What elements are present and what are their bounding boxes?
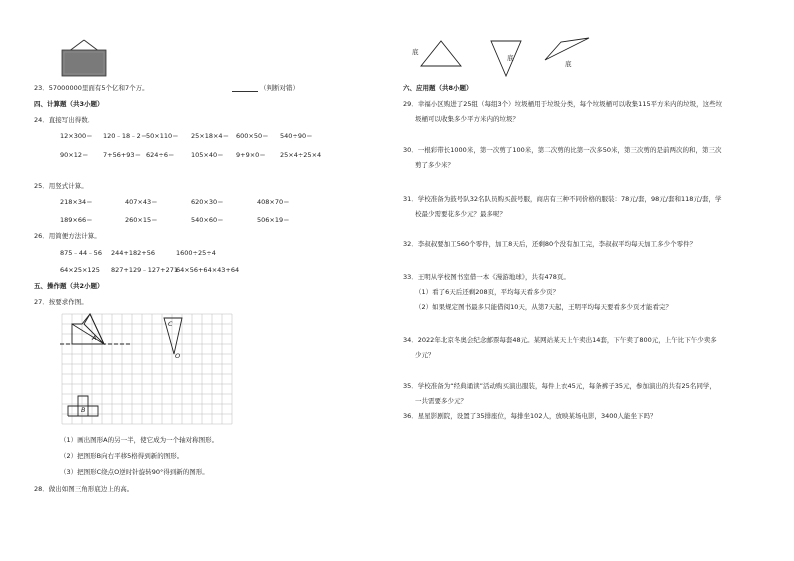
drawing-grid xyxy=(60,312,270,428)
q34-line2: 少元？ xyxy=(415,351,435,359)
q36: 36．星星影剧院，设置了35排座位，每排坐102人，放映某场电影，3400人能坐下吗？ xyxy=(403,412,657,420)
q30-line2: 剪了多少米？ xyxy=(415,161,454,169)
label-a: A xyxy=(92,334,97,342)
q35-line2: 一共需要多少元？ xyxy=(415,397,467,405)
calc-1-6: 540÷90＝ xyxy=(280,132,313,140)
op-1: （1）画出图形A的另一半，使它成为一个轴对称图形。 xyxy=(60,436,219,444)
tri-label-3: 底 xyxy=(565,60,572,68)
q29-line2: 圾桶可以收集多少平方米内的垃圾？ xyxy=(415,115,519,123)
right-page xyxy=(397,0,794,561)
calc-2-3: 624÷6＝ xyxy=(146,151,175,159)
calc-1-1: 12×300＝ xyxy=(60,132,93,140)
label-c: C xyxy=(168,320,173,328)
q32: 32．李叔叔要加工560个零件，加工8天后，还剩80个没有加工完，李叔叔平均每天加工多少个零件？ xyxy=(403,240,697,248)
q30-line1: 30．一根彩带长1000米，第一次剪了100米，第二次剪的比第一次多50米，第三次剪的是前两次的和，第三次 xyxy=(403,146,722,154)
vert-2-2: 260×15＝ xyxy=(125,216,158,224)
q33-2: （2）如果规定图书最多只能借阅10天，从第7天起，王明平均每天要看多少页才能看完？ xyxy=(415,303,673,311)
q33-1: （1）看了6天后还剩208页，平均每天看多少页？ xyxy=(415,288,560,296)
simple-2-2: 827+129﹣127+271 xyxy=(111,266,179,274)
calc-2-4: 105×40＝ xyxy=(191,151,224,159)
vert-1-1: 218×34＝ xyxy=(60,198,93,206)
simple-2-1: 64×25×125 xyxy=(60,266,100,274)
section-4-title: 四、计算题（共3小题） xyxy=(34,100,104,108)
simple-1-3: 1600÷25÷4 xyxy=(176,249,216,257)
simple-1-1: 875﹣44﹣56 xyxy=(60,249,102,257)
vert-1-3: 620×30＝ xyxy=(191,198,224,206)
q25: 25．用竖式计算。 xyxy=(34,182,88,190)
calc-1-3: 50×110＝ xyxy=(146,132,179,140)
calc-2-2: 7+56+93＝ xyxy=(103,151,142,159)
vert-2-4: 506×19＝ xyxy=(257,216,290,224)
section-6-title: 六、应用题（共8小题） xyxy=(403,84,473,92)
q31-line2: 校最少需要花多少元？最多呢？ xyxy=(415,210,506,218)
q28: 28．做出如图三角形底边上的高。 xyxy=(34,485,134,493)
label-o: O xyxy=(175,352,181,360)
vert-2-1: 189×66＝ xyxy=(60,216,93,224)
q23: 23．57000000里面有5个亿和7个万。 xyxy=(34,84,149,92)
triangles-figure xyxy=(411,36,601,82)
simple-2-3: 64×56+64×43+64 xyxy=(176,266,240,274)
label-b: B xyxy=(81,406,86,414)
q35-line1: 35．学校准备为“经典诵读”活动购买演出服装，每件上衣45元，每条裤子35元，参加演出的共有25名同学， xyxy=(403,382,716,390)
vert-1-4: 408×70＝ xyxy=(257,198,290,206)
tri-label-2: 底 xyxy=(507,54,514,62)
q31-line1: 31．学校准备为鼓号队32名队员购买鼓号服，商店有三种不同价格的服装：78元/套，98元/套和118元/套，学 xyxy=(403,195,722,203)
simple-1-2: 244+182+56 xyxy=(111,249,155,257)
calc-1-4: 25×18×4＝ xyxy=(191,132,230,140)
q33: 33．王明从学校图书室借一本《漫游地球》，共有478页。 xyxy=(403,273,570,281)
calc-2-6: 25×4÷25×4 xyxy=(280,151,322,159)
calc-2-5: 9+9×0＝ xyxy=(236,151,266,159)
answer-blank-q23[interactable] xyxy=(232,91,258,92)
section-5-title: 五、操作题（共2小题） xyxy=(34,282,104,290)
op-2: （2）把图形B向右平移5格得到新的图形。 xyxy=(60,452,184,460)
vert-1-2: 407×43＝ xyxy=(125,198,158,206)
calc-1-2: 120﹣18﹣2＝ xyxy=(103,132,148,140)
q24: 24．直接写出得数． xyxy=(34,116,95,124)
q23-judge: （判断对错） xyxy=(260,84,299,92)
tri-label-1: 底 xyxy=(412,48,419,56)
q34-line1: 34．2022年北京冬奥会纪念邮票每套48元。某网站某天上午卖出14套，下午卖了800元，上午比下午少卖多 xyxy=(403,336,717,344)
q26: 26．用简便方法计算。 xyxy=(34,232,101,240)
hanging-sign-figure xyxy=(60,38,110,78)
calc-1-5: 600×50＝ xyxy=(236,132,269,140)
q29-line1: 29．幸福小区购进了25组（每组3个）垃圾桶用于垃圾分类，每个垃圾桶可以收集115平方米内的垃圾，这些垃 xyxy=(403,100,723,108)
vert-2-3: 540×60＝ xyxy=(191,216,224,224)
q27: 27．按要求作图。 xyxy=(34,298,88,306)
op-3: （3）把图形C绕点O逆时针旋转90°得到新的图形。 xyxy=(60,468,209,476)
calc-2-1: 90×12＝ xyxy=(60,151,89,159)
